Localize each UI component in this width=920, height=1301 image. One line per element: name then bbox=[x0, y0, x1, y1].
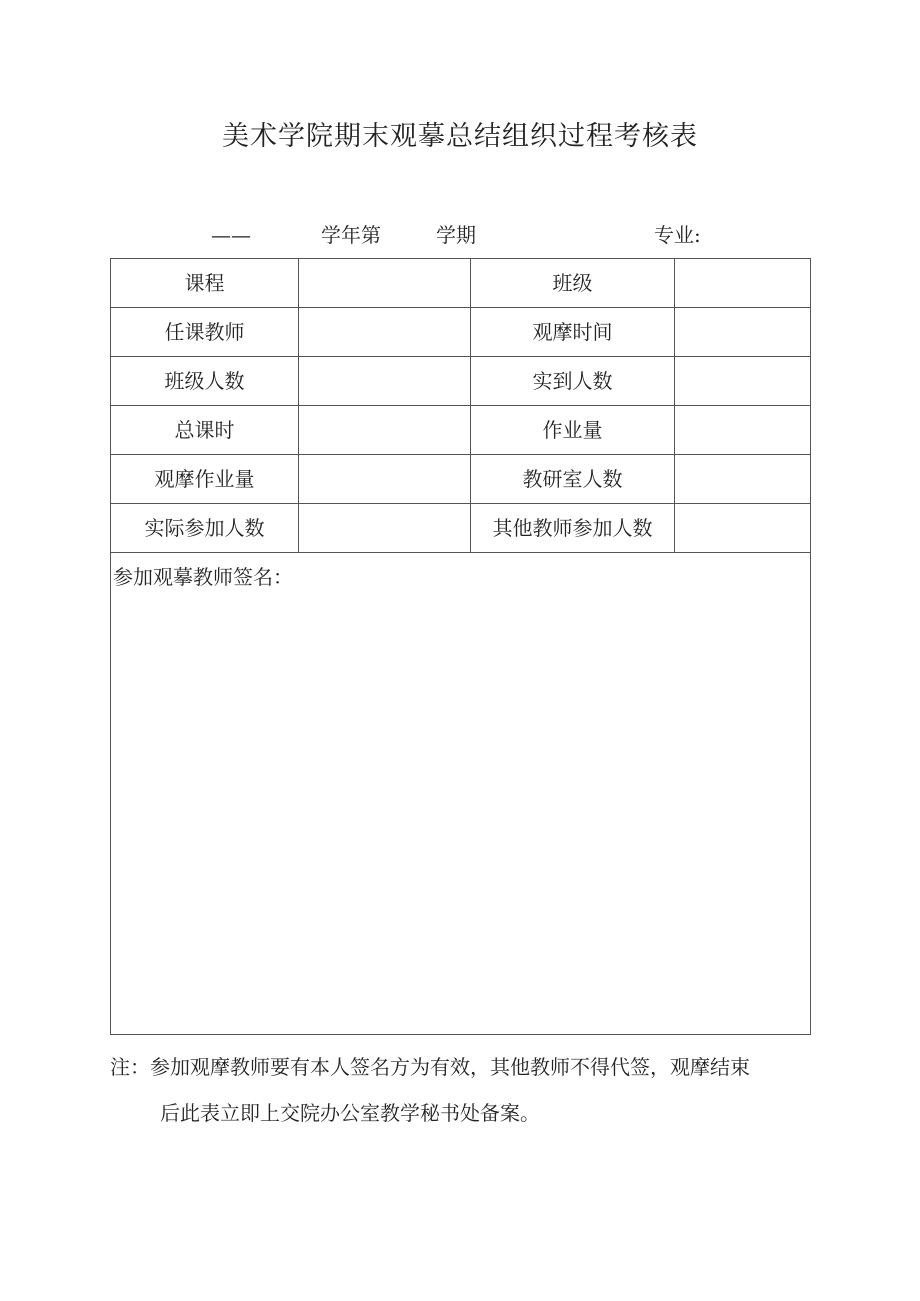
other-teachers-value-cell[interactable] bbox=[675, 504, 811, 553]
actual-participants-label: 实际参加人数 bbox=[111, 504, 299, 553]
assignment-count-value-cell[interactable] bbox=[675, 406, 811, 455]
note-line-1: 注：参加观摩教师要有本人签名方为有效，其他教师不得代签，观摩结束 bbox=[110, 1055, 750, 1079]
observed-assignment-label: 观摩作业量 bbox=[111, 455, 299, 504]
note-line-2: 后此表立即上交院办公室教学秘书处备案。 bbox=[160, 1101, 540, 1125]
teacher-value-cell[interactable] bbox=[299, 308, 471, 357]
assignment-count-label: 作业量 bbox=[471, 406, 675, 455]
table-row bbox=[111, 455, 811, 504]
major-label: 专业: bbox=[654, 223, 701, 247]
other-teachers-label: 其他教师参加人数 bbox=[471, 504, 675, 553]
attendance-value-cell[interactable] bbox=[675, 357, 811, 406]
actual-participants-value-cell[interactable] bbox=[299, 504, 471, 553]
observation-time-value-cell[interactable] bbox=[675, 308, 811, 357]
total-hours-label: 总课时 bbox=[111, 406, 299, 455]
class-value-cell[interactable] bbox=[675, 259, 811, 308]
table-row bbox=[111, 504, 811, 553]
observation-time-label: 观摩时间 bbox=[471, 308, 675, 357]
course-label: 课程 bbox=[111, 259, 299, 308]
teacher-signature-area[interactable]: 参加观摹教师签名： bbox=[111, 553, 811, 1035]
class-size-value-cell[interactable] bbox=[299, 357, 471, 406]
table-row bbox=[111, 308, 811, 357]
total-hours-value-cell[interactable] bbox=[299, 406, 471, 455]
department-staff-label: 教研室人数 bbox=[471, 455, 675, 504]
attendance-label: 实到人数 bbox=[471, 357, 675, 406]
signature-row bbox=[111, 553, 811, 1035]
observed-assignment-value-cell[interactable] bbox=[299, 455, 471, 504]
table-row bbox=[111, 406, 811, 455]
table-row bbox=[111, 357, 811, 406]
form-title: 美术学院期末观摹总结组织过程考核表 bbox=[222, 121, 698, 152]
department-staff-value-cell[interactable] bbox=[675, 455, 811, 504]
year-blank-dash: —— bbox=[211, 223, 251, 247]
course-value-cell[interactable] bbox=[299, 259, 471, 308]
teacher-label: 任课教师 bbox=[111, 308, 299, 357]
class-size-label: 班级人数 bbox=[111, 357, 299, 406]
semester-label: 学期 bbox=[436, 223, 476, 247]
assessment-table bbox=[110, 258, 811, 1035]
table-row bbox=[111, 259, 811, 308]
class-label: 班级 bbox=[471, 259, 675, 308]
academic-year-label: 学年第 bbox=[321, 223, 381, 247]
